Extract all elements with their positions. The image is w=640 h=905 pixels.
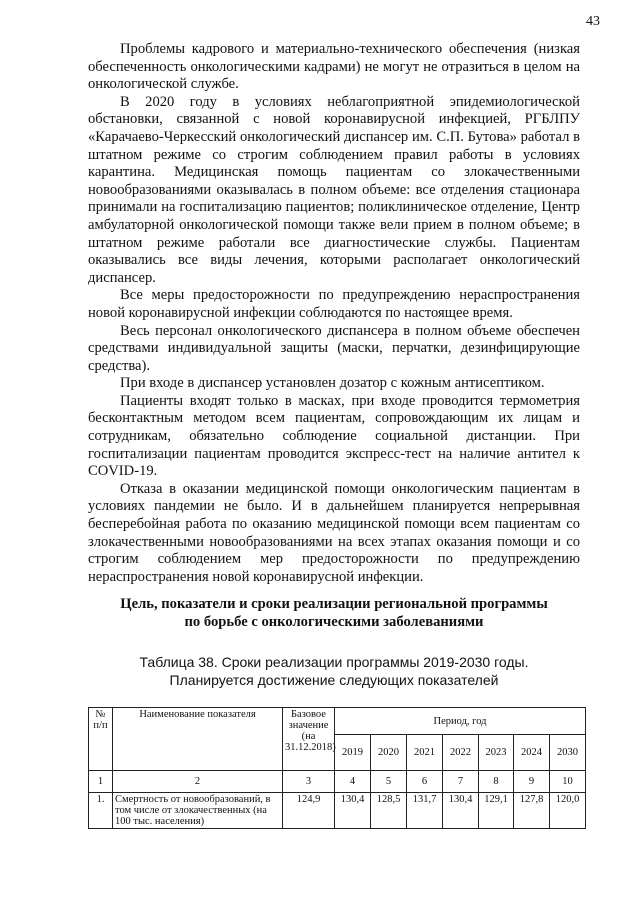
header-year: 2023 [479, 735, 514, 771]
column-number: 3 [283, 771, 335, 793]
column-number: 10 [550, 771, 586, 793]
paragraph: Все меры предосторожности по предупреждению нераспространения новой коронавирусной инфекции соблюдаются по настоящее время. [88, 287, 580, 321]
indicators-table [88, 707, 586, 829]
paragraph: Весь персонал онкологического диспансера в полном объеме обеспечен средствами индивидуальной защиты (маски, перчатки, дезинфицирующие средства). [88, 322, 580, 374]
column-number: 7 [443, 771, 479, 793]
column-number: 2 [113, 771, 283, 793]
paragraph: Отказа в оказании медицинской помощи онкологическим пациентам в условиях пандемии не было. И в дальнейшем планируется непрерывная бесперебойная работа по оказанию медицинской помощи всем пациентам со злокачественными новообразованиями на всех этапах оказания помощи и со строгим соблюдением мер предосторожности по предупреждению нераспространения новой коронавирусной инфекции. [88, 480, 580, 585]
column-number: 5 [371, 771, 407, 793]
column-number-row [89, 771, 586, 793]
header-name: Наименование показателя [113, 708, 283, 771]
paragraph: В 2020 году в условиях неблагоприятной эпидемиологической обстановки, связанной с новой коронавирусной инфекцией, РГБЛПУ «Карачаево-Черкесский онкологический диспансер им. С.П. Бутова» работал в штатном режиме со строгим соблюдением правил работы в условиях карантина. Медицинская помощь пациентам со злокачественными новообразованиями оказывалась в полном объеме: все отделения стационара принимали на госпитализацию пациентов; поликлиническое отделение, Центр амбулаторной онкологической помощи также вели прием в полном объеме; в штатном режиме работали все диагностические службы. Пациентам оказывались все виды лечения, которыми располагает онкологический диспансер. [88, 93, 580, 286]
row-value: 120,0 [550, 793, 586, 829]
header-year: 2019 [335, 735, 371, 771]
column-number: 9 [514, 771, 550, 793]
column-number: 4 [335, 771, 371, 793]
row-value: 127,8 [514, 793, 550, 829]
row-value: 131,7 [407, 793, 443, 829]
table-caption-line: Таблица 38. Сроки реализации программы 2019-2030 годы. [139, 654, 529, 670]
paragraph: Проблемы кадрового и материально-технического обеспечения (низкая обеспеченность онкологическими кадрами) не могут не отразиться в целом на онкологической службе. [88, 41, 580, 93]
section-heading-line: Цель, показатели и сроки реализации региональной программы [120, 596, 548, 612]
column-number: 8 [479, 771, 514, 793]
header-period: Период, год [335, 708, 586, 735]
table-caption-line: Планируется достижение следующих показателей [169, 672, 499, 688]
row-num: 1. [89, 793, 113, 829]
header-year: 2020 [371, 735, 407, 771]
row-value: 130,4 [443, 793, 479, 829]
header-base: Базовое значение (на 31.12.2018) [283, 708, 335, 771]
row-base-value: 124,9 [283, 793, 335, 829]
header-year: 2022 [443, 735, 479, 771]
paragraph: При входе в диспансер установлен дозатор с кожным антисептиком. [120, 375, 545, 392]
row-value: 129,1 [479, 793, 514, 829]
header-year: 2030 [550, 735, 586, 771]
table-row [89, 793, 586, 829]
page-number: 43 [586, 14, 600, 29]
body-text [88, 41, 580, 586]
row-indicator-name: Смертность от новообразований, в том числе от злокачественных (на 100 тыс. населения) [113, 793, 283, 829]
section-heading [88, 596, 580, 631]
section-heading-line: по борьбе с онкологическими заболеваниями [184, 613, 484, 630]
header-num: № п/п [89, 708, 113, 771]
table-caption [88, 653, 580, 689]
column-number: 6 [407, 771, 443, 793]
column-number: 1 [89, 771, 113, 793]
row-value: 128,5 [371, 793, 407, 829]
header-year: 2024 [514, 735, 550, 771]
row-value: 130,4 [335, 793, 371, 829]
header-year: 2021 [407, 735, 443, 771]
paragraph: Пациенты входят только в масках, при входе проводится термометрия бесконтактным методом всем пациентам, сопровождающим их лицам и сотрудникам, обязательно соблюдение социальной дистанции. При госпитализации пациентам проводится экспресс-тест на наличие антител к COVID-19. [88, 392, 580, 480]
